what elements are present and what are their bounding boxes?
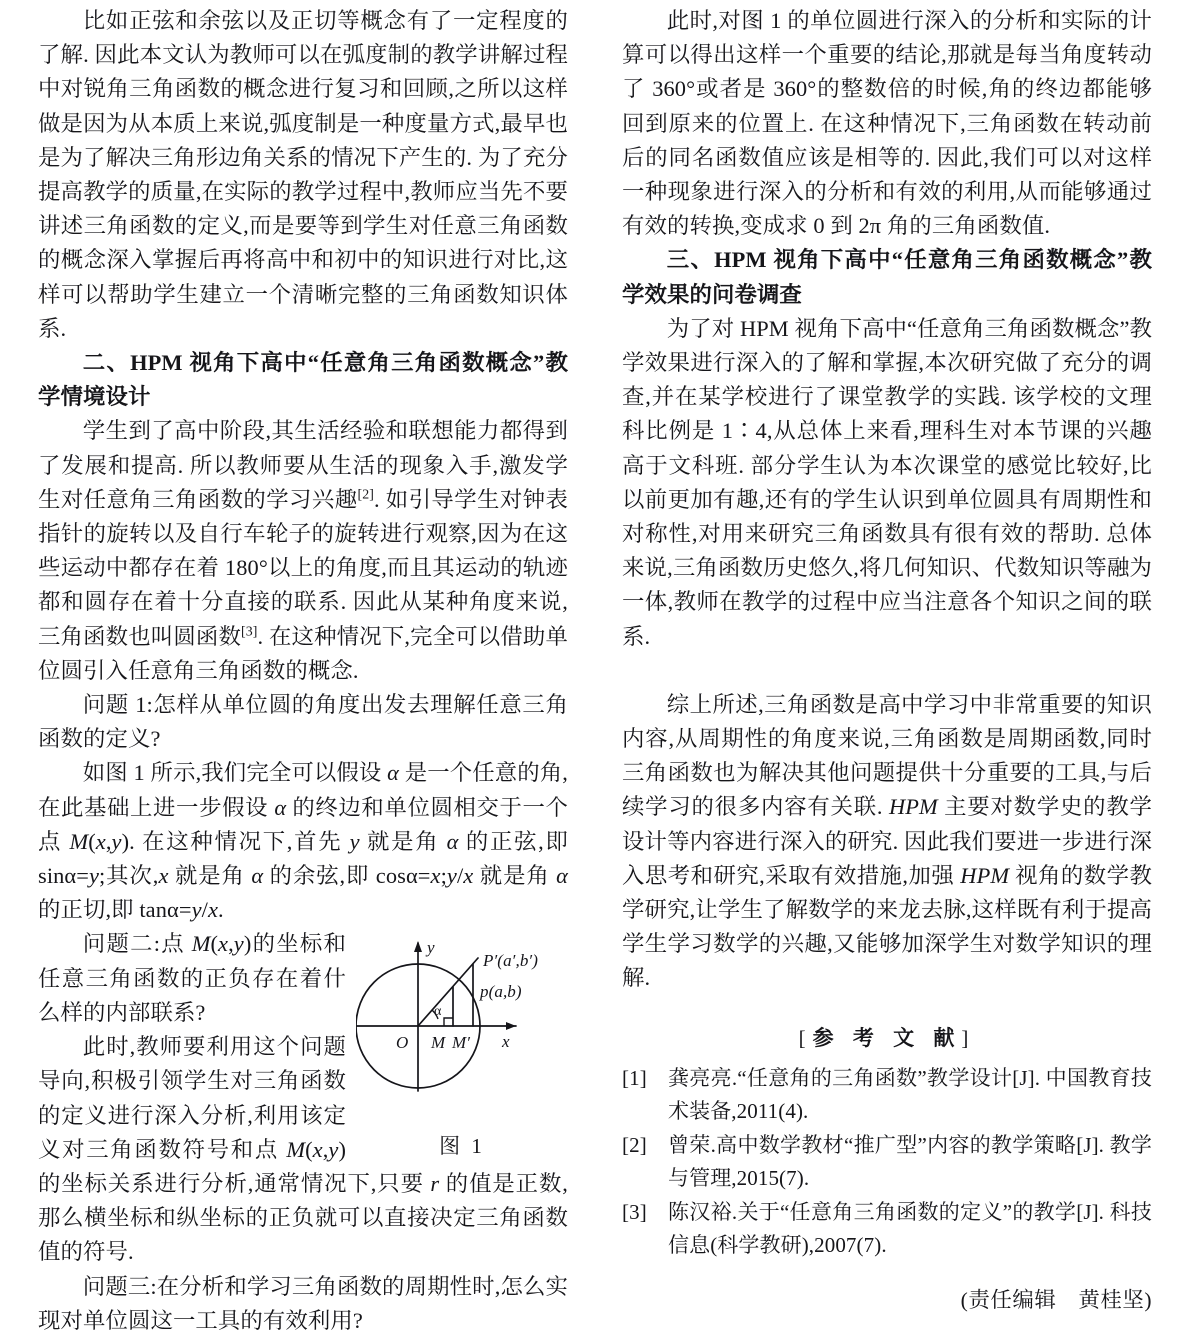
math-token: / xyxy=(456,863,464,889)
math-token: HPM xyxy=(960,862,1010,888)
bracket-close: ] xyxy=(961,1025,976,1050)
label-point-p: p(a,b) xyxy=(480,982,522,1002)
math-token: M xyxy=(286,1136,306,1162)
label-point-m-prime: M′ xyxy=(452,1033,471,1053)
math-token: y xyxy=(349,828,360,854)
y-axis-arrow xyxy=(414,941,422,952)
references-heading-text: 参 考 文 献 xyxy=(812,1025,962,1050)
reference-number: [2] xyxy=(622,1132,647,1157)
math-token: ) xyxy=(338,1136,346,1162)
math-token: α xyxy=(446,828,459,854)
math-token: x xyxy=(95,828,106,854)
bracket-open: [ xyxy=(798,1025,813,1050)
label-point-m: M xyxy=(431,1033,446,1053)
text-part-1: 学生到了高中阶段,其生活经验和联想能力都得到了发展和提高. 所以教师要从生活的现象入手,激发学生对任意角三角函数的学习兴趣 xyxy=(38,418,568,512)
reference-text: 曾荣.高中数学教材“推广型”内容的教学策略[J]. 教学与管理,2015(7). xyxy=(668,1132,1152,1190)
math-token: x xyxy=(207,897,218,923)
math-token: α xyxy=(251,863,264,889)
math-token: α xyxy=(387,760,399,786)
paragraph-figure-reference: 如图 1 所示,我们完全可以假设 α 是一个任意的角,在此基础上进一步假设 α 的终边和单位圆相交于一个点 M(x,y). 在这种情况下,首先 y 就是角 α 的正弦,即 sinα=y;其次,x 就是角 α 的余弦,即 cosα=x;y/x 就是角 α 的正切,即 tanα=y/x. xyxy=(38,760,569,923)
math-token: , xyxy=(228,931,234,957)
paragraph-spacer xyxy=(622,654,1152,688)
section-heading-2: 二、HPM 视角下高中“任意角三角函数概念”教学情境设计 xyxy=(38,350,568,410)
label-origin: O xyxy=(396,1033,409,1053)
left-column xyxy=(38,4,568,1338)
math-token: α xyxy=(556,863,569,889)
math-token: y xyxy=(446,863,457,889)
reference-item xyxy=(622,1129,1152,1195)
label-point-p-prime: P′(a′,b′) xyxy=(483,951,539,971)
figure-1 xyxy=(356,931,568,1163)
math-token: , xyxy=(322,1136,329,1162)
math-token: y xyxy=(89,863,100,889)
paragraph-survey: 为了对 HPM 视角下高中“任意角三角函数概念”教学效果进行深入的了解和掌握,本次研究做了充分的调查,并在某学校进行了课堂教学的实践. 该学校的文理科比例是 1∶4,从总体上来看,理科生对本节课的兴趣高于文科班. 部分学生认为本次课堂的感觉比较好,比以前更加有趣,还有的学生认识到单位圆具有周期性和对称性,对用来研究三角函数具有很有效的帮助. 总体来说,三角函数历史悠久,将几何知识、代数知识等融为一体,教师在教学的过程中应当注意各个知识之间的联系. xyxy=(622,315,1152,649)
citation-marker-3: [3] xyxy=(241,624,258,640)
math-token: ( xyxy=(210,931,219,957)
math-token: tanα= xyxy=(139,897,192,923)
math-token: , xyxy=(105,828,112,854)
right-column xyxy=(622,4,1152,1317)
math-token: x xyxy=(312,1136,323,1162)
editor-name: 黄桂坚) xyxy=(1078,1287,1152,1312)
reference-item xyxy=(622,1196,1152,1262)
math-token: M xyxy=(191,931,211,957)
math-token: r xyxy=(430,1170,440,1196)
math-token: sinα= xyxy=(38,863,89,889)
reference-number: [1] xyxy=(622,1065,647,1090)
label-x-axis: x xyxy=(502,1032,510,1052)
label-angle-alpha: α xyxy=(434,1004,442,1020)
editor-label: (责任编辑 xyxy=(960,1287,1057,1312)
right-angle-mark xyxy=(444,1018,453,1026)
math-token: x xyxy=(218,931,229,957)
section-heading-3: 三、HPM 视角下高中“任意角三角函数概念”教学效果的问卷调查 xyxy=(622,247,1152,307)
math-token: ( xyxy=(88,828,96,854)
reference-text: 龚亮亮.“任意角的三角函数”教学设计[J]. 中国教育技术装备,2011(4). xyxy=(668,1065,1152,1123)
math-token: y xyxy=(328,1136,339,1162)
math-token: cosα= xyxy=(375,863,431,889)
math-token: x xyxy=(463,863,474,889)
text-part-3: . 在这种情况下,完全可以借助单位圆引入任意角三角函数的概念. xyxy=(38,623,568,683)
editor-credit xyxy=(622,1284,1152,1317)
paragraph-teacher-guidance: 此时,教师要利用这个问题导向,积极引领学生对三角函数的定义进行深入分析,利用该定义对三角函数符号和点 M(x,y)的坐标关系进行分析,通常情况下,只要 r 的值是正数,那么横坐标和纵坐标的正负就可以直接决定三角函数值的符号. xyxy=(38,1034,568,1265)
text-part-2: . 如引导学生对钟表指针的旋转以及自行车轮子的旋转进行观察,因为在这些运动中都存在着 180°以上的角度,而且其运动的轨迹都和圆存在着十分直接的联系. 因此从某种角度来说,三角函数也叫圆函数 xyxy=(38,486,568,649)
math-token: HPM xyxy=(888,794,938,820)
paragraph-intro-continued: 比如正弦和余弦以及正切等概念有了一定程度的了解. 因此本文认为教师可以在弧度制的教学讲解过程中对锐角三角函数的概念进行复习和回顾,之所以这样做是因为从本质上来说,弧度制是一种度量方式,最早也是为了解决三角形边角关系的情况下产生的. 为了充分提高教学的质量,在实际的教学过程中,教师应当先不要讲述三角函数的定义,而是要等到学生对任意三角函数的概念深入掌握后再将高中和初中的知识进行对比,这样可以帮助学生建立一个清晰完整的三角函数知识体系. xyxy=(38,8,568,341)
math-token: x xyxy=(158,863,169,889)
citation-marker-2: [2] xyxy=(357,487,375,503)
math-token: y xyxy=(111,828,122,854)
math-token: ) xyxy=(121,828,130,854)
paragraph-question-2: 问题二:点 M(x,y)的坐标和任意三角函数的正负存在着什么样的内部联系? xyxy=(38,931,346,1025)
figure-1-caption: 图 1 xyxy=(439,1134,485,1159)
math-token: M xyxy=(69,828,89,854)
math-token: y xyxy=(233,931,244,957)
math-token: α xyxy=(274,794,287,820)
references-heading xyxy=(622,1022,1152,1055)
math-token: x xyxy=(430,863,441,889)
paragraph-unit-circle-analysis: 此时,对图 1 的单位圆进行深入的分析和实际的计算可以得出这样一个重要的结论,那就是每当角度转动了 360°或者是 360°的整数倍的时候,角的终边都能够回到原来的位置上. 在这种情况下,三角函数在转动前后的同名函数值应该是相等的. 因此,我们可以对这样一种现象进行深入的分析和有效的利用,从而能够通过有效的转换,变成求 0 到 2π 角的三角函数值. xyxy=(622,8,1152,239)
paragraph-teaching-context xyxy=(38,414,568,688)
math-token: ( xyxy=(305,1136,313,1162)
label-y-axis: y xyxy=(427,938,435,958)
paragraph-question-3: 问题三:在分析和学习三角函数的周期性时,怎么实现对单位圆这一工具的有效利用? xyxy=(38,1273,568,1333)
reference-item xyxy=(622,1062,1152,1128)
reference-text: 陈汉裕.关于“任意角三角函数的定义”的教学[J]. 科技信息(科学教研),2007(7). xyxy=(668,1199,1152,1257)
math-token: / xyxy=(201,897,208,923)
math-token: ) xyxy=(243,931,252,957)
paragraph-question-1: 问题 1:怎样从单位圆的角度出发去理解任意三角函数的定义? xyxy=(38,692,568,752)
x-axis-arrow xyxy=(506,1022,516,1030)
math-token: y xyxy=(191,897,202,923)
references-section xyxy=(622,1022,1152,1317)
reference-number: [3] xyxy=(622,1199,647,1224)
paragraph-conclusion: 综上所述,三角函数是高中学习中非常重要的知识内容,从周期性的角度来说,三角函数是周期函数,同时三角函数也为解决其他问题提供十分重要的工具,与后续学习的很多内容有关联. HPM 主要对数学史的教学设计等内容进行深入的研究. 因此我们要进一步进行深入思考和研究,采取有效措施,加强 HPM 视角的数学教学研究,让学生了解数学的来龙去脉,这样既有利于提高学生学习数学的兴趣,又能够加深学生对数学知识的理解. xyxy=(622,691,1152,991)
